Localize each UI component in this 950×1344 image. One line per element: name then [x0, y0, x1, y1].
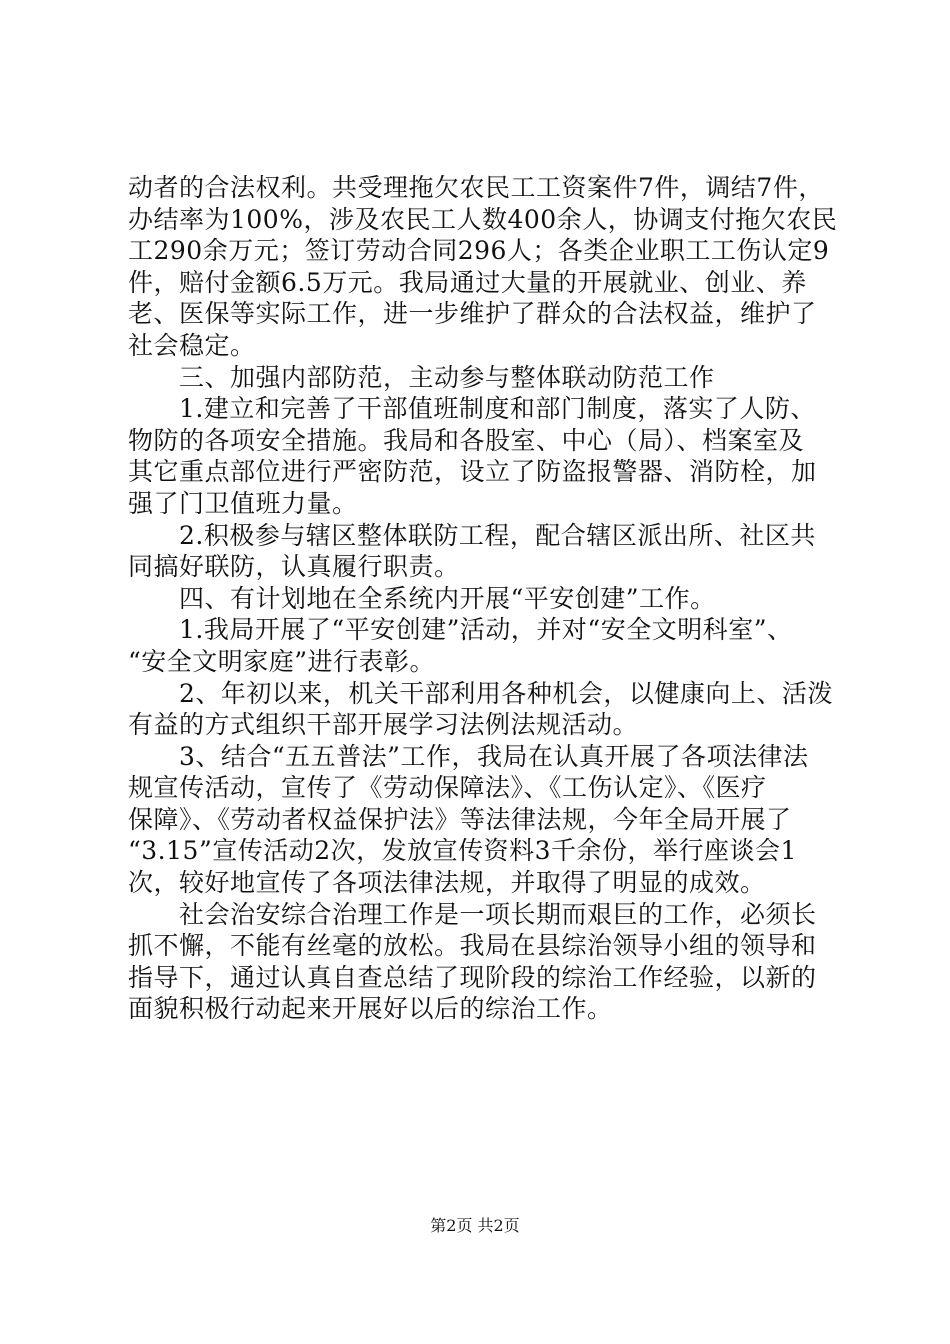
text-line: 办结率为100%，涉及农民工人数400余人，协调支付拖欠农民 [128, 204, 838, 234]
text-line: 面貌积极行动起来开展好以后的综治工作。 [128, 994, 613, 1024]
text-line: 3、结合“五五普法”工作，我局在认真开展了各项法律法 [128, 741, 809, 771]
text-line: 强了门卫值班力量。 [128, 488, 358, 518]
text-line: 保障》、《劳动者权益保护法》等法律法规，今年全局开展了 [128, 804, 792, 834]
text-line: 次，较好地宣传了各项法律法规，并取得了明显的成效。 [128, 868, 766, 898]
text-line: 物防的各项安全措施。我局和各股室、中心（局）、档案室及 [128, 425, 805, 455]
text-line: 1.我局开展了“平安创建”活动，并对“安全文明科室”、 [128, 615, 793, 645]
text-line: 有益的方式组织干部开展学习法例法规活动。 [128, 710, 639, 740]
text-line: “安全文明家庭”进行表彰。 [128, 646, 436, 676]
text-line: 指导下，通过认真自查总结了现阶段的综治工作经验，以新的 [128, 962, 817, 992]
text-line: 件，赔付金额6.5万元。我局通过大量的开展就业、创业、养 [128, 267, 807, 297]
text-line: 规宣传活动，宣传了《劳动保障法》、《工伤认定》、《医疗 [128, 773, 767, 803]
text-line: “3.15”宣传活动2次，发放宣传资料3千余份，举行座谈会1 [128, 836, 797, 866]
text-line: 抓不懈，不能有丝毫的放松。我局在县综治领导小组的领导和 [128, 931, 817, 961]
text-line: 同搞好联防，认真履行职责。 [128, 552, 460, 582]
text-line: 动者的合法权利。共受理拖欠农民工工资案件7件，调结7件， [128, 173, 824, 202]
text-line: 1.建立和完善了干部值班制度和部门制度，落实了人防、 [128, 394, 816, 424]
section-heading: 三、加强内部防范，主动参与整体联动防范工作 [128, 362, 715, 392]
text-line: 老、医保等实际工作，进一步维护了群众的合法权益，维护了 [128, 299, 817, 329]
text-line: 2、年初以来，机关干部利用各种机会，以健康向上、活泼 [128, 678, 833, 708]
text-line: 工290余万元；签订劳动合同296人；各类企业职工工伤认定9 [128, 236, 830, 266]
page-footer: 第2页 共2页 [430, 1216, 520, 1235]
text-line: 其它重点部位进行严密防范，设立了防盗报警器、消防栓，加 [128, 457, 817, 487]
text-line: 社会稳定。 [128, 330, 256, 360]
text-line: 社会治安综合治理工作是一项长期而艰巨的工作，必须长 [128, 899, 817, 929]
document-body [128, 172, 838, 1025]
section-heading: 四、有计划地在全系统内开展“平安创建”工作。 [128, 583, 716, 613]
text-line: 2.积极参与辖区整体联防工程，配合辖区派出所、社区共 [128, 520, 816, 550]
